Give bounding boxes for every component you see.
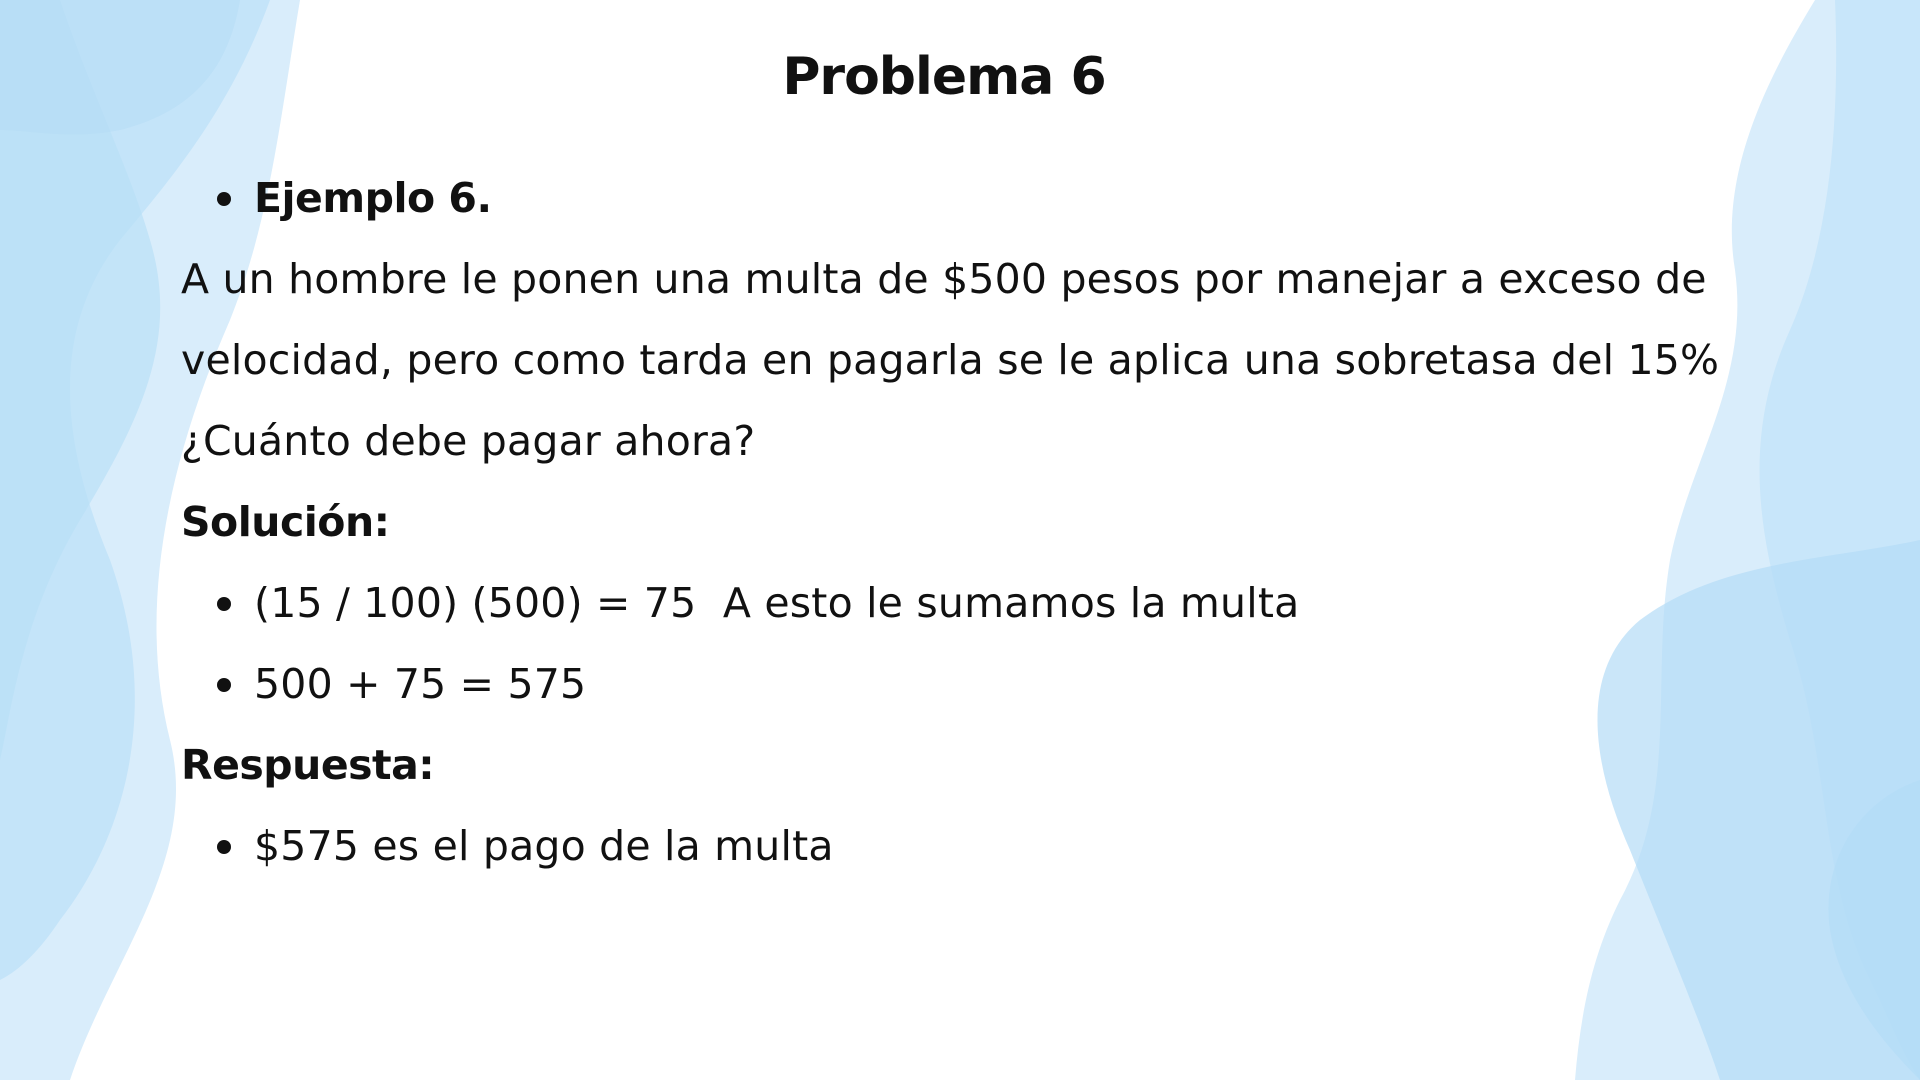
problem-line: ¿Cuánto debe pagar ahora? [181,417,756,465]
solution-step: (15 / 100) (500) = 75 A esto le sumamos la multa [254,579,1300,627]
answer-heading: Respuesta: [181,741,435,789]
bullet-icon [217,840,231,854]
example-heading: Ejemplo 6. [254,174,492,222]
solution-heading: Solución: [181,498,390,546]
bullet-icon [217,678,231,692]
answer-item [181,806,1781,887]
solution-step-item [181,644,1781,725]
bullet-icon [217,597,231,611]
problem-line: velocidad, pero como tarda en pagarla se le aplica una sobretasa del 15% [181,336,1720,384]
answer-text: $575 es el pago de la multa [254,822,834,870]
example-heading-item [181,158,1781,239]
slide-content [181,158,1781,887]
slide-title: Problema 6 [782,47,1106,107]
problem-line: A un hombre le ponen una multa de $500 pesos por manejar a exceso de [181,255,1707,303]
bullet-icon [217,192,231,206]
solution-step-item [181,563,1781,644]
solution-step: 500 + 75 = 575 [254,660,587,708]
